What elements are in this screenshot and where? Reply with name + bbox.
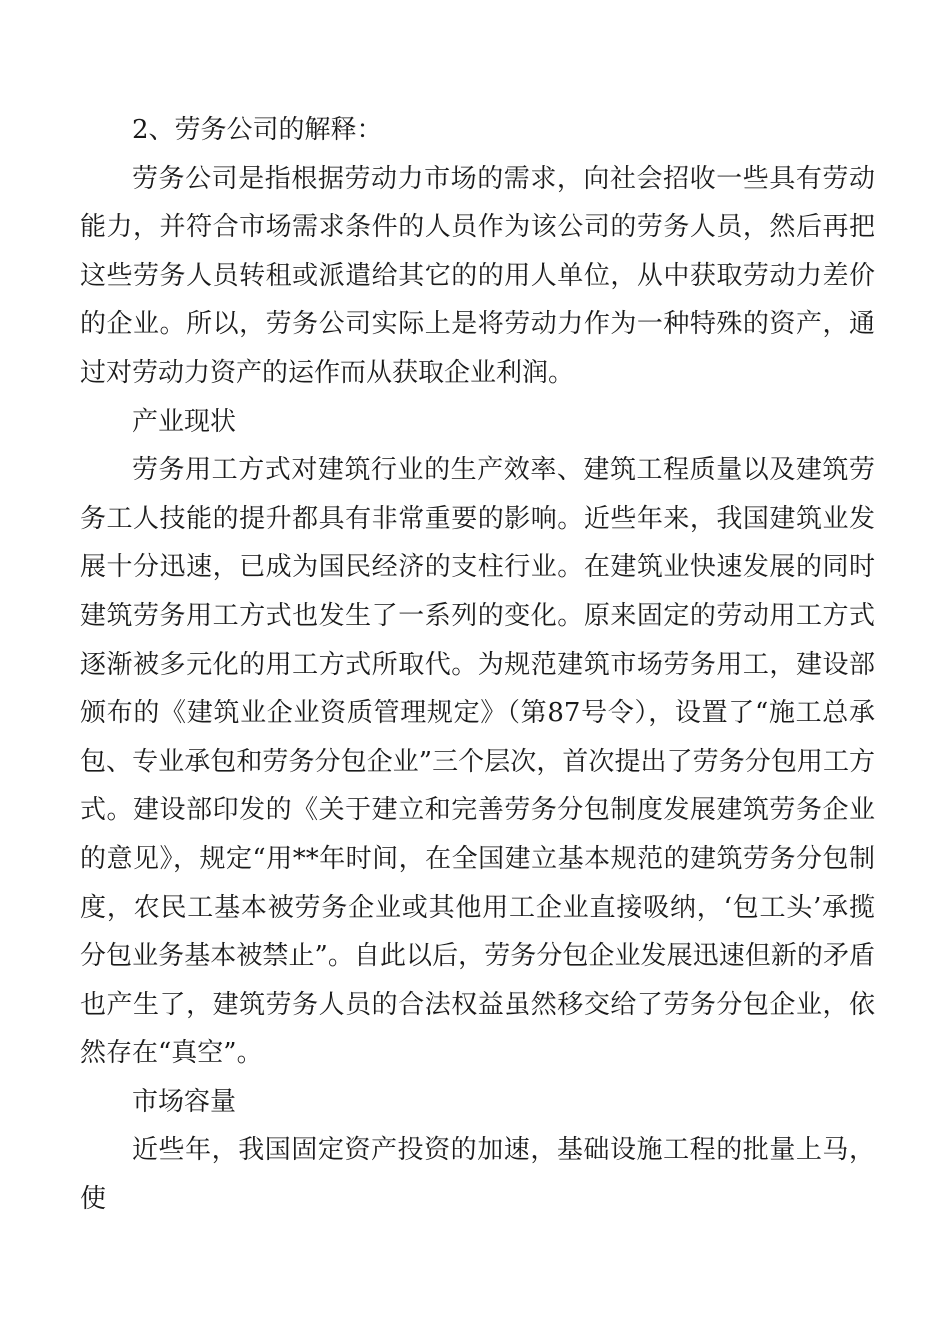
section-title: 2、劳务公司的解释： [132, 115, 383, 145]
document-body [80, 106, 875, 1224]
heading-market-capacity: 市场容量 [132, 1086, 237, 1117]
heading-industry-status: 产业现状 [132, 406, 237, 437]
paragraph-market-capacity: 近些年，我国固定资产投资的加速，基础设施工程的批量上马，使 [80, 1135, 875, 1215]
paragraph-industry-status: 劳务用工方式对建筑行业的生产效率、建筑工程质量以及建筑劳务工人技能的提升都具有非常重要的影响。近些年来，我国建筑业发展十分迅速，已成为国民经济的支柱行业。在建筑业快速发展的同时建筑劳务用工方式也发生了一系列的变化。原来固定的劳动用工方式逐渐被多元化的用工方式所取代。为规范建筑市场劳务用工，建设部颁布的《建筑业企业资质管理规定》（第87号令），设置了“施工总承包、专业承包和劳务分包企业”三个层次，首次提出了劳务分包用工方式。建设部印发的《关于建立和完善劳务分包制度发展建筑劳务企业的意见》，规定“用**年时间，在全国建立基本规范的建筑劳务分包制度，农民工基本被劳务企业或其他用工企业直接吸纳，‘包工头’承揽分包业务基本被禁止”。自此以后，劳务分包企业发展迅速但新的矛盾也产生了，建筑劳务人员的合法权益虽然移交给了劳务分包企业，依然存在“真空”。 [80, 455, 875, 1069]
paragraph-definition: 劳务公司是指根据劳动力市场的需求，向社会招收一些具有劳动能力，并符合市场需求条件的人员作为该公司的劳务人员，然后再把这些劳务人员转租或派遣给其它的的用人单位，从中获取劳动力差价的企业。所以，劳务公司实际上是将劳动力作为一种特殊的资产，通过对劳动力资产的运作而从获取企业利润。 [80, 163, 875, 388]
